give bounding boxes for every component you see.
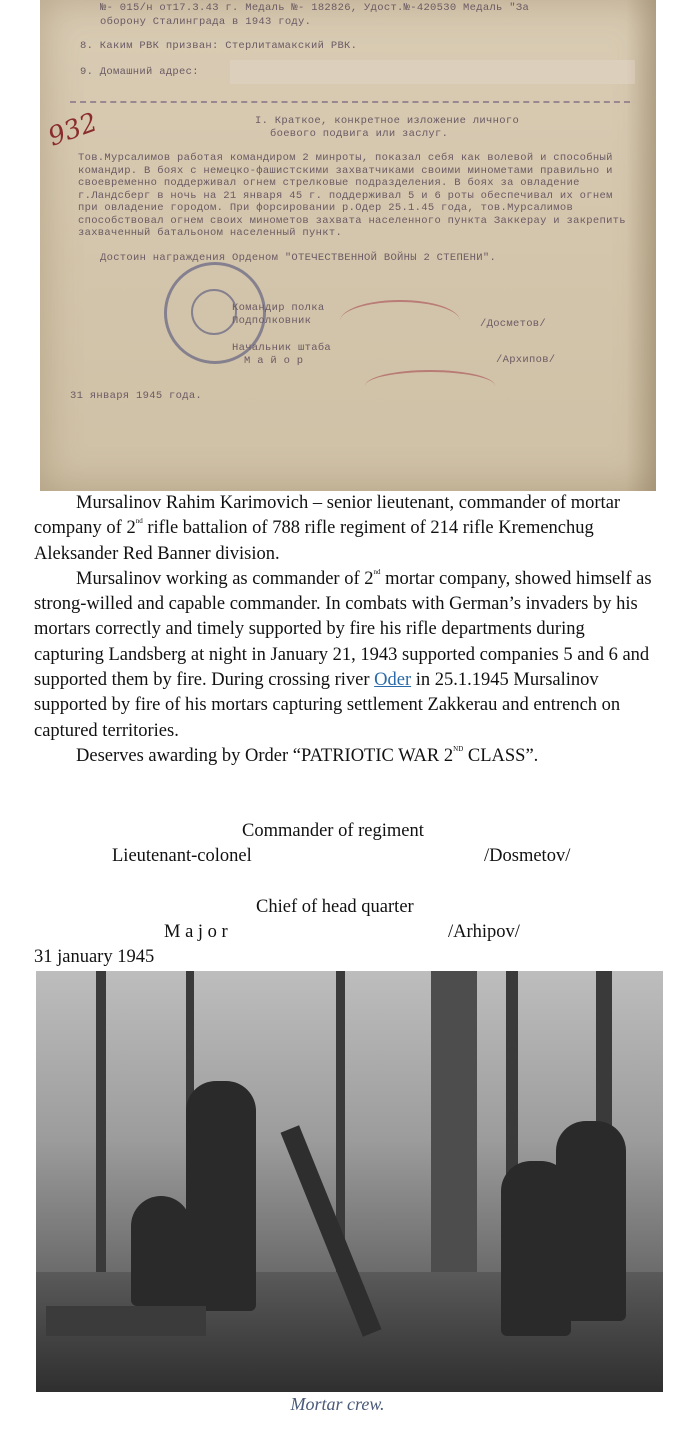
- handwritten-number: 932: [44, 107, 102, 153]
- redacted-address: [230, 60, 635, 84]
- oder-link[interactable]: Oder: [374, 670, 412, 691]
- doc-chief-title-2: М а й о р: [244, 355, 304, 367]
- doc-header-line-2: оборону Сталинграда в 1943 году.: [100, 16, 312, 28]
- doc-section-title-1: I. Краткое, конкретное изложение личного: [255, 115, 520, 127]
- doc-item-9: 9. Домашний адрес:: [80, 66, 199, 78]
- chief-of-hq-label: Chief of head quarter: [256, 897, 414, 917]
- lieutenant-colonel-label: Lieutenant-colonel: [112, 846, 252, 866]
- soldier-figure: [556, 1121, 626, 1321]
- mortar-crew-photo: [36, 971, 663, 1392]
- archive-document-scan: [40, 0, 656, 491]
- translation-paragraph-3: Deserves awarding by Order “PATRIOTIC WAR 2ND CLASS”.: [76, 744, 539, 766]
- doc-commander-title-1: Командир полка: [232, 302, 325, 314]
- translation-text: [34, 491, 654, 769]
- soldier-figure: [131, 1196, 191, 1306]
- translation-paragraph-2: Mursalinov working as commander of 2nd mortar company, showed himself as strong-willed and capable commander. In combats with German’s invaders by his mortars correctly and timely supported by fire his rifle departments during capturing Landsberg at night in January 21, 1943 supported companies 5 and 6 and supported them by fire. During crossing river Oder in 25.1.1945 Mursalinov supported by fire of his mortars capturing settlement Zakkerau and entrench on captured territories.: [34, 567, 652, 741]
- dosmetov-name: /Dosmetov/: [484, 846, 571, 866]
- doc-commander-name: /Досметов/: [480, 318, 547, 330]
- tree-trunk: [96, 971, 106, 1301]
- commander-signature: [340, 300, 460, 342]
- doc-award-line: Достоин награждения Орденом "ОТЕЧЕСТВЕННОЙ ВОЙНЫ 2 СТЕПЕНИ".: [100, 252, 497, 264]
- signature-date: 31 january 1945: [34, 947, 155, 967]
- doc-date: 31 января 1945 года.: [70, 390, 203, 402]
- doc-section-title-2: боевого подвига или заслуг.: [270, 128, 449, 140]
- doc-chief-name: /Архипов/: [496, 354, 556, 366]
- doc-chief-title-1: Начальник штаба: [232, 342, 332, 354]
- translation-paragraph-1: Mursalinov Rahim Karimovich – senior lieutenant, commander of mortar company of 2nd rifle battalion of 788 rifle regiment of 214 rifle Kremenchug Aleksander Red Banner division.: [34, 493, 621, 564]
- photo-caption: Mortar crew.: [290, 1394, 385, 1414]
- doc-body-text: Тов.Мурсалимов работая командиром 2 минроты, показал себя как волевой и способный командир. В боях с немецко-фашистскими захватчиками своими минометами правильно и своевременно поддерживал огнем стрелковые подразделения. В боях за овладение г.Ландсберг в ночь на 21 января 45 г. поддерживал 5 и 6 роты обеспечивал их огнем при овладение городом. При форсировании р.Одер 25.1.45 года, тов.Мурсалимов способствовал огнем своих минометов захвата населенного пункта Заккерау и закрепить захваченный батальоном населенный пункт.: [78, 152, 626, 239]
- doc-item-8: 8. Каким РВК призван: Стерлитамакский РВК.: [80, 40, 358, 52]
- ammo-box: [46, 1306, 206, 1336]
- commander-of-regiment-label: Commander of regiment: [242, 821, 424, 841]
- doc-commander-title-2: Подполковник: [232, 315, 312, 327]
- dashed-divider: [70, 101, 630, 103]
- arhipov-name: /Arhipov/: [448, 922, 520, 942]
- doc-header-line-1: №- 015/н от17.3.43 г. Медаль №- 182826, Удост.№-420530 Медаль "За: [100, 2, 530, 14]
- chief-signature: [365, 370, 495, 402]
- soldier-figure: [186, 1081, 256, 1311]
- major-label: M a j o r: [164, 922, 228, 942]
